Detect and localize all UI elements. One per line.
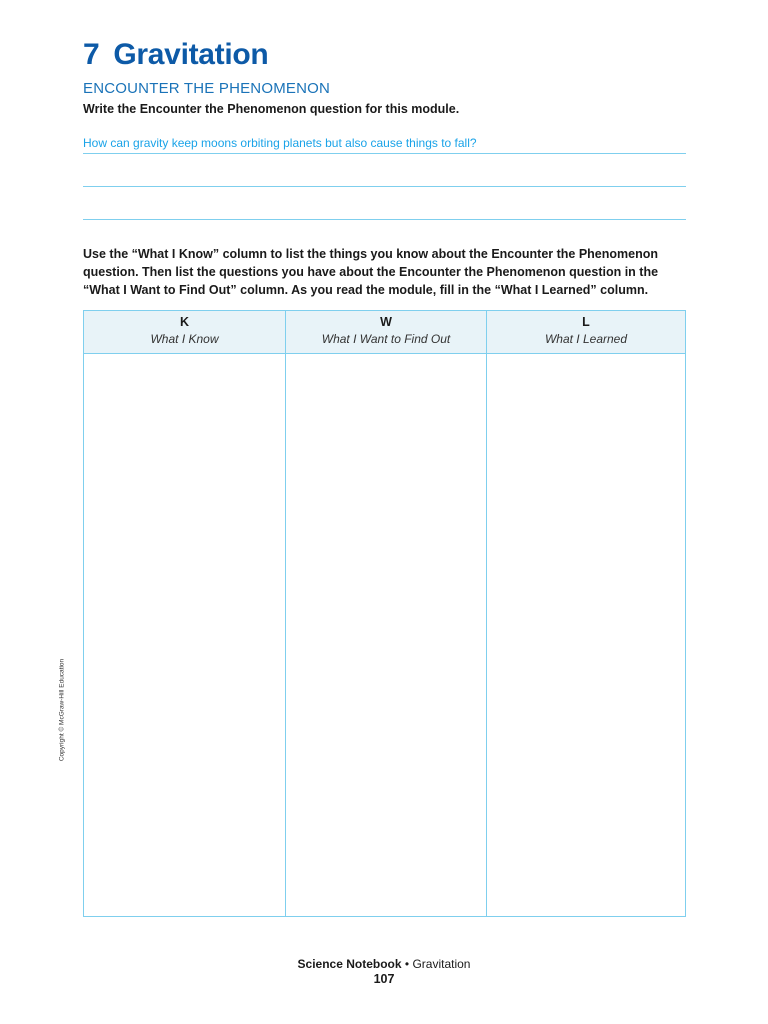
kwl-label-what-i-know: What I Know bbox=[150, 332, 219, 346]
kwl-column-want-to-find-out[interactable] bbox=[285, 354, 486, 916]
footer-section: Gravitation bbox=[412, 957, 471, 971]
page-number: 107 bbox=[373, 972, 395, 986]
kwl-table bbox=[83, 310, 686, 917]
kwl-column-know[interactable] bbox=[84, 354, 285, 916]
answer-line-1[interactable] bbox=[83, 153, 686, 154]
kwl-column-learned[interactable] bbox=[486, 354, 685, 916]
kwl-header-l bbox=[486, 311, 685, 354]
kwl-letter-k: K bbox=[179, 315, 190, 329]
answer-text[interactable]: How can gravity keep moons orbiting planets but also cause things to fall? bbox=[83, 136, 477, 150]
section-heading: ENCOUNTER THE PHENOMENON bbox=[83, 80, 331, 97]
answer-line-2[interactable] bbox=[83, 186, 686, 187]
footer-book-title: Science Notebook bbox=[297, 957, 402, 971]
kwl-header-k bbox=[84, 311, 285, 354]
footer bbox=[0, 957, 768, 971]
footer-separator: • bbox=[401, 957, 413, 971]
kwl-label-what-i-learned: What I Learned bbox=[544, 332, 628, 346]
instructions-line-2: question. Then list the questions you have about the Encounter the Phenomenon question in the bbox=[83, 265, 659, 279]
question-prompt: Write the Encounter the Phenomenon question for this module. bbox=[83, 102, 460, 116]
kwl-letter-w: W bbox=[380, 315, 392, 329]
kwl-letter-l: L bbox=[582, 315, 590, 329]
copyright-notice: Copyright © McGraw-Hill Education bbox=[58, 658, 66, 762]
chapter-title: Gravitation bbox=[113, 38, 269, 71]
page-title bbox=[83, 38, 268, 72]
instructions-line-3: “What I Want to Find Out” column. As you read the module, fill in the “What I Learned” column. bbox=[83, 283, 649, 297]
kwl-label-what-i-want-to-find-out: What I Want to Find Out bbox=[321, 332, 451, 346]
kwl-header-w bbox=[285, 311, 486, 354]
chapter-number: 7 bbox=[83, 38, 100, 71]
answer-line-3[interactable] bbox=[83, 219, 686, 220]
instructions-line-1: Use the “What I Know” column to list the things you know about the Encounter the Phenomenon bbox=[83, 247, 659, 261]
instructions bbox=[83, 245, 688, 299]
